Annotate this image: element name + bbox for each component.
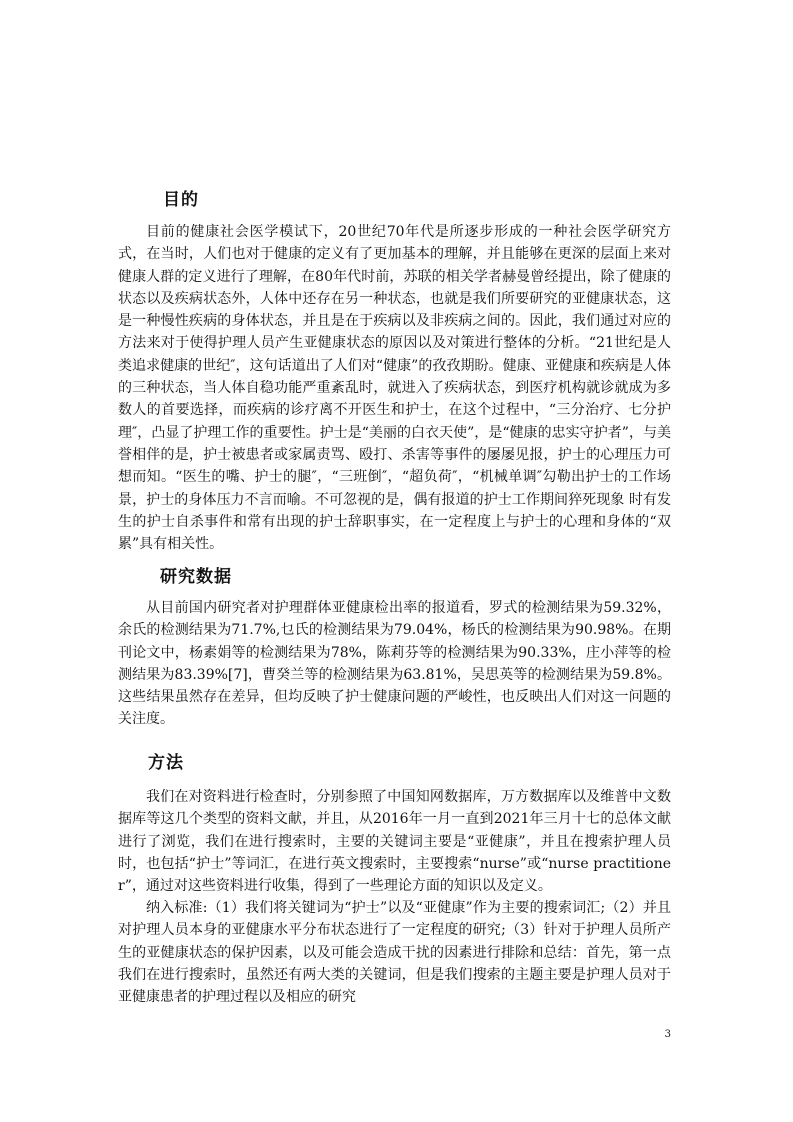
paragraph-method-2: 纳入标准:（1）我们将关键词为“护士”以及“亚健康”作为主要的搜索词汇;（2）并且对护理人员本身的亚健康水平分布状态进行了一定程度的研究;（3）针对于护理人员所产生的亚健康状态的保护因素，以及可能会造成干扰的因素进行排除和总结：首先，第一点我们在进行搜索时，虽然还有两大类的关键词，但是我们搜索的主题主要是护理人员对于亚健康患者的护理过程以及相应的研究 (118, 900, 671, 1006)
page-number: 3 (664, 1029, 671, 1040)
paragraph-research-data: 从目前国内研究者对护理群体亚健康检出率的报道看，罗式的检测结果为59.32%，余氏的检测结果为71.7%,乜氏的检测结果为79.04%，杨氏的检测结果为90.98%。在期刊论文中，杨素娟等的检测结果为78%，陈莉芬等的检测结果为90.33%，庄小萍等的检测结果为83.39%[7]，曹癸兰等的检测结果为63.81%，吴思英等的检测结果为59.8%。这些结果虽然存在差异，但均反映了护士健康问题的严峻性，也反映出人们对这一问题的关注度。 (118, 600, 671, 728)
section-heading-method: 方法 (148, 753, 184, 773)
paragraph-purpose: 目前的健康社会医学模试下，20世纪70年代是所逐步形成的一种社会医学研究方式，在当时，人们也对于健康的定义有了更加基本的理解，并且能够在更深的层面上来对健康人群的定义进行了理解，在80年代时前，苏联的相关学者赫曼曾经提出，除了健康的状态以及疾病状态外，人体中还存在另一种状态，也就是我们所要研究的亚健康状态，这是一种慢性疾病的身体状态，并且是在于疾病以及非疾病之间的。因此，我们通过对应的方法来对于使得护理人员产生亚健康状态的原因以及对策进行整体的分析。“21世纪是人类追求健康的世纪″，这句话道出了人们对“健康”的孜孜期盼。健康、亚健康和疾病是人体的三种状态，当人体自稳功能严重紊乱时，就进入了疾病状态，到医疗机构就诊就成为多数人的首要选择，而疾病的诊疗离不开医生和护士，在这个过程中，“三分治疗、七分护理″，凸显了护理工作的重要性。护士是“美丽的白衣天使”，是“健康的忠实守护者”，与美誉相伴的是，护士被患者或家属责骂、殴打、杀害等事件的屡屡见报，护士的心理压力可想而知。“医生的嘴、护士的腿″，“三班倒″，“超负荷″，“机械单调″勾勒出护士的工作场景，护士的身体压力不言而喻。不可忽视的是，偶有报道的护士工作期间猝死现象 时有发生的护士自杀事件和常有出现的护士辞职事实，在一定程度上与护士的心理和身体的“双累”具有相关性。 (118, 224, 671, 553)
section-heading-research-data: 研究数据 (160, 567, 232, 587)
section-heading-purpose: 目的 (163, 190, 199, 210)
paragraph-method-1: 我们在对资料进行检查时，分别参照了中国知网数据库，万方数据库以及维普中文数据库等这几个类型的资料文献，并且，从2016年一月一直到2021年三月十七的总体文献进行了浏览，我们在进行搜索时，主要的关键词主要是“亚健康”，并且在搜索护理人员时，也包括“护士”等词汇，在进行英文搜索时，主要搜索“nurse”或“nurse practitioner”，通过对这些资料进行收集，得到了一些理论方面的知识以及定义。 (118, 789, 671, 895)
